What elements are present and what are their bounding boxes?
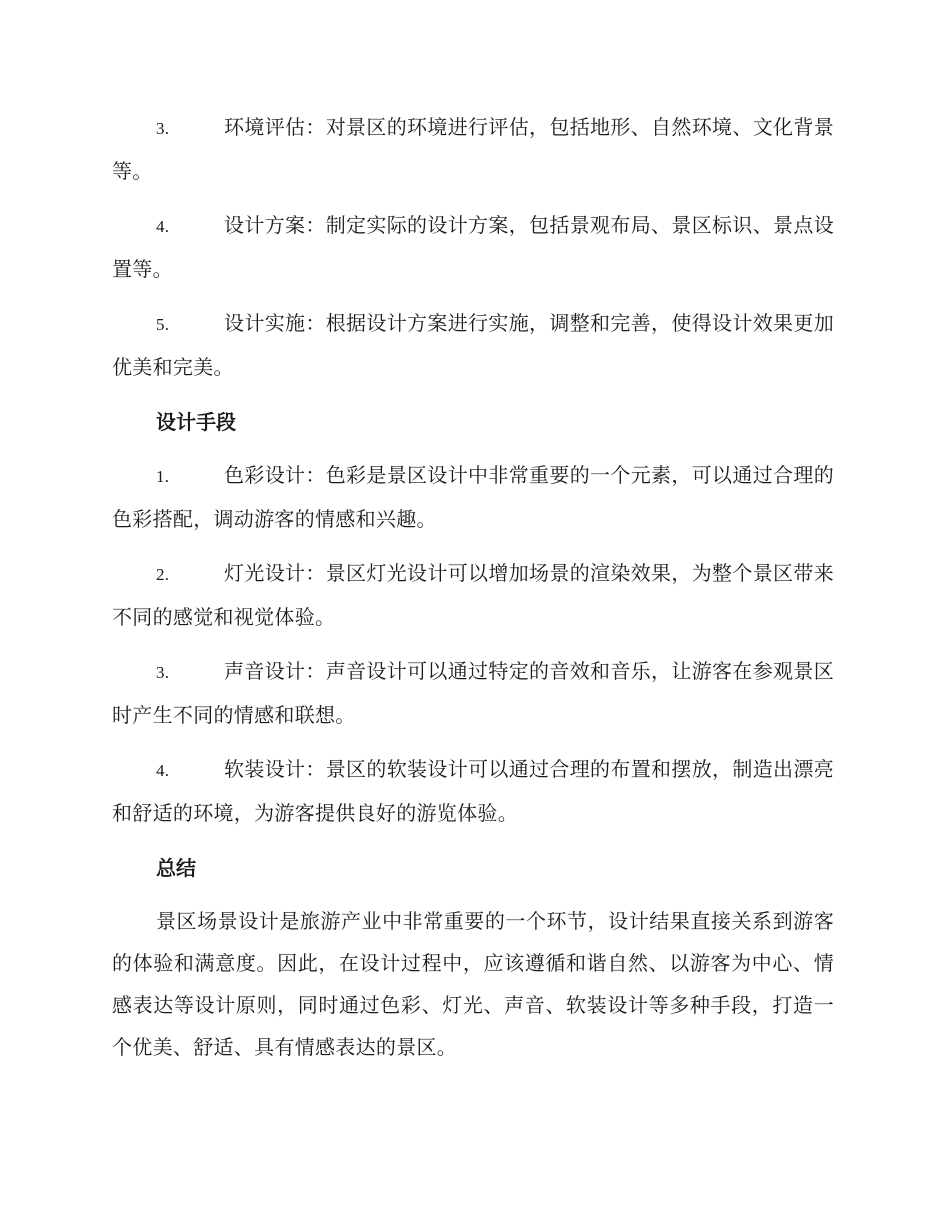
list-number: 1. <box>156 467 170 486</box>
process-step-4 <box>112 204 834 290</box>
method-item-color <box>112 454 834 540</box>
list-item-text: 设计实施：根据设计方案进行实施，调整和完善，使得设计效果更加优美和完美。 <box>112 311 834 379</box>
section-heading-methods: 设计手段 <box>156 410 236 434</box>
list-number: 2. <box>156 565 170 584</box>
list-item-text: 软装设计：景区的软装设计可以通过合理的布置和摆放，制造出漂亮和舒适的环境，为游客提供良好的游览体验。 <box>112 757 834 825</box>
method-item-soft-furnishing <box>112 748 834 834</box>
list-number: 3. <box>156 119 170 138</box>
list-item-text: 灯光设计：景区灯光设计可以增加场景的渲染效果，为整个景区带来不同的感觉和视觉体验。 <box>112 561 834 629</box>
list-item-text: 环境评估：对景区的环境进行评估，包括地形、自然环境、文化背景等。 <box>112 115 834 183</box>
summary-paragraph: 景区场景设计是旅游产业中非常重要的一个环节，设计结果直接关系到游客的体验和满意度。因此，在设计过程中，应该遵循和谐自然、以游客为中心、情感表达等设计原则，同时通过色彩、灯光、声音、软装设计等多种手段，打造一个优美、舒适、具有情感表达的景区。 <box>112 909 834 1059</box>
list-item-text: 设计方案：制定实际的设计方案，包括景观布局、景区标识、景点设置等。 <box>112 213 834 281</box>
process-step-5 <box>112 302 834 388</box>
method-item-sound <box>112 650 834 736</box>
list-number: 5. <box>156 315 170 334</box>
list-number: 4. <box>156 761 170 780</box>
section-heading-summary: 总结 <box>156 856 196 880</box>
list-number: 3. <box>156 663 170 682</box>
list-item-text: 声音设计：声音设计可以通过特定的音效和音乐，让游客在参观景区时产生不同的情感和联想。 <box>112 659 834 727</box>
list-item-text: 色彩设计：色彩是景区设计中非常重要的一个元素，可以通过合理的色彩搭配，调动游客的情感和兴趣。 <box>112 463 834 531</box>
process-step-3 <box>112 106 834 192</box>
document-body <box>112 106 834 1068</box>
method-item-lighting <box>112 552 834 638</box>
list-number: 4. <box>156 217 170 236</box>
